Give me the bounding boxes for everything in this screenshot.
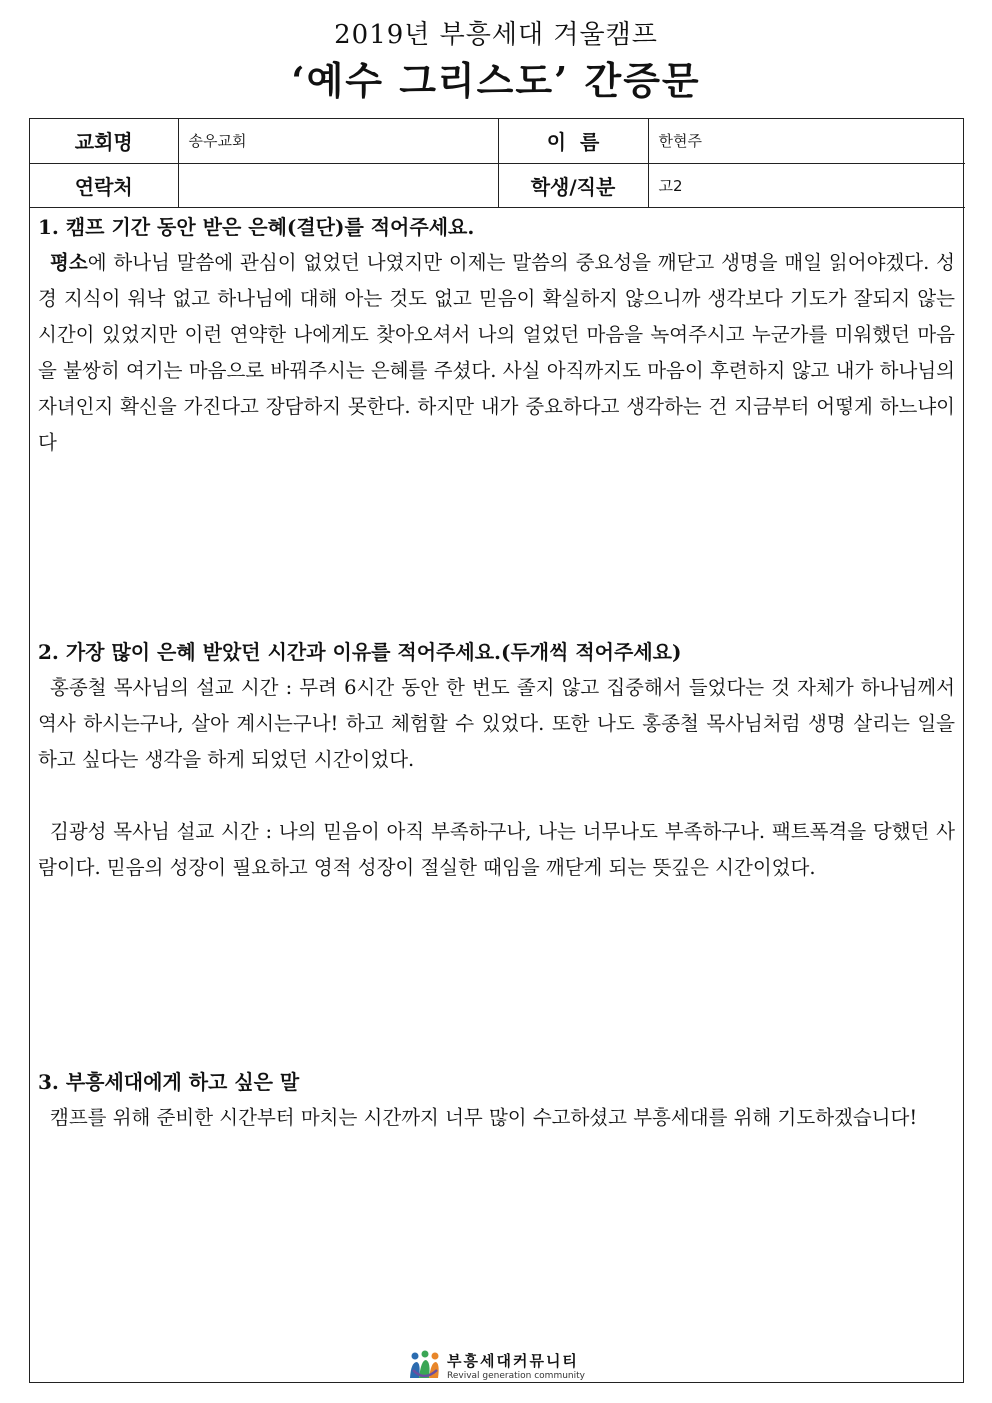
form-subtitle: 2019년 부흥세대 겨울캠프: [334, 20, 658, 50]
church-label: 교회명: [30, 119, 178, 163]
section-1-answer: [38, 245, 955, 461]
church-value: 송우교회: [178, 119, 498, 163]
form-title: ‘예수 그리스도’ 간증문: [291, 58, 701, 103]
contact-label: 연락처: [30, 163, 178, 207]
footer-logo-korean: 부흥세대커뮤니티: [447, 1351, 579, 1370]
info-table: [30, 119, 965, 208]
revival-generation-logo-icon: [407, 1348, 441, 1382]
section-2-answer-1: 홍종철 목사님의 설교 시간 : 무려 6시간 동안 한 번도 졸지 않고 집중해서 들었다는 것 자체가 하나님께서 역사 하시는구나, 살아 계시는구나! 하고 체험할 수 있었다. 또한 나도 홍종철 목사님처럼 생명 살리는 일을 하고 싶다는 생각을 하게 되었던 시간이었다.: [38, 676, 955, 771]
section-3-answer: 캠프를 위해 준비한 시간부터 마치는 시간까지 너무 많이 수고하셨고 부흥세대를 위해 기도하겠습니다!: [50, 1106, 918, 1129]
footer-logo-english: Revival generation community: [447, 1370, 585, 1381]
footer: [0, 1348, 992, 1386]
role-value: 고2: [648, 163, 965, 207]
section-2: [38, 634, 955, 886]
role-label: 학생/직분: [498, 163, 648, 207]
info-row-2: [30, 163, 965, 207]
section-1-answer-text: 에 하나님 말씀에 관심이 없었던 나였지만 이제는 말씀의 중요성을 깨닫고 생명을 매일 읽어야겠다. 성경 지식이 워낙 없고 하나님에 대해 아는 것도 없고 믿음이 확실하지 않으니까 생각보다 기도가 잘되지 않는 시간이 있었지만 이런 연약한 나에게도 찾아오셔서 나의 얼었던 마음을 녹여주시고 누군가를 미워했던 마음을 불쌍히 여기는 마음으로 바꿔주시는 은혜를 주셨다. 사실 아직까지도 마음이 후련하지 않고 내가 하나님의 자녀인지 확신을 가진다고 장담하지 못한다. 하지만 내가 중요하다고 생각하는 건 지금부터 어떻게 하느냐이다: [38, 251, 955, 454]
section-3-question: 3. 부흥세대에게 하고 싶은 말: [38, 1070, 300, 1094]
name-label: 이 름: [498, 119, 648, 163]
footer-logo-text: [447, 1350, 585, 1381]
section-2-question: 2. 가장 많이 은혜 받았던 시간과 이유를 적어주세요.(두개씩 적어주세요): [38, 640, 682, 664]
section-1-lead: 평소: [50, 251, 88, 274]
section-1: [38, 209, 955, 461]
info-row-1: [30, 119, 965, 163]
footer-logo: [407, 1348, 585, 1382]
section-3: [38, 1064, 955, 1136]
name-value: 한현주: [648, 119, 965, 163]
form-frame: [29, 118, 964, 1383]
section-1-question: 1. 캠프 기간 동안 받은 은혜(결단)를 적어주세요.: [38, 215, 475, 239]
contact-value: [178, 163, 498, 207]
section-2-answer-2: 김광성 목사님 설교 시간 : 나의 믿음이 아직 부족하구나, 나는 너무나도 부족하구나. 팩트폭격을 당했던 사람이다. 믿음의 성장이 필요하고 영적 성장이 절실한 때임을 깨닫게 되는 뜻깊은 시간이었다.: [38, 820, 955, 879]
